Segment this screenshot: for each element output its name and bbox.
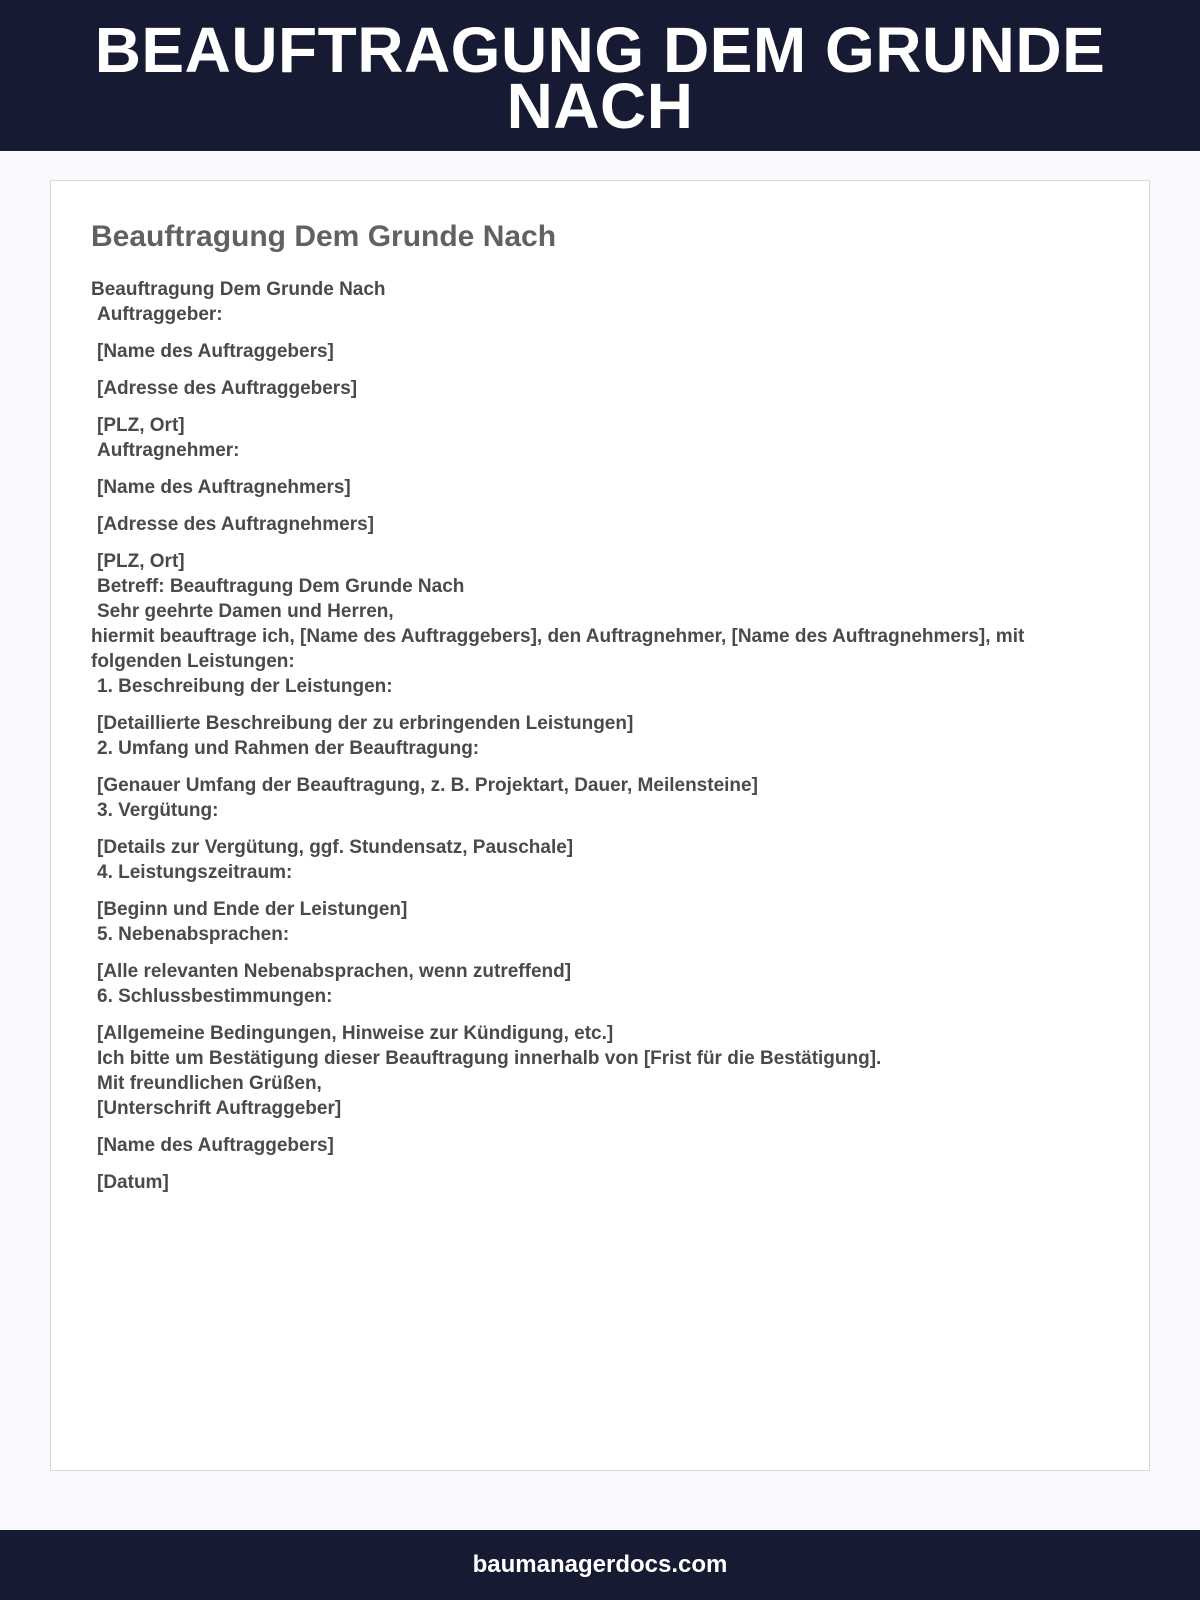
doc-line-section-2-detail: [Genauer Umfang der Beauftragung, z. B. Projektart, Dauer, Meilensteine] <box>97 775 758 796</box>
document-body <box>91 277 1109 1195</box>
doc-line-subject: Betreff: Beauftragung Dem Grunde Nach <box>97 576 465 597</box>
doc-line-section-6: 6. Schlussbestimmungen: <box>97 986 333 1007</box>
doc-line-section-2: 2. Umfang und Rahmen der Beauftragung: <box>97 738 480 759</box>
doc-line-confirmation-request: Ich bitte um Bestätigung dieser Beauftragung innerhalb von [Frist für die Bestätigung]. <box>97 1048 882 1069</box>
doc-line-signer-name: [Name des Auftraggebers] <box>97 1135 334 1156</box>
doc-line-date: [Datum] <box>97 1172 169 1193</box>
doc-line-section-4-detail: [Beginn und Ende der Leistungen] <box>97 899 408 920</box>
doc-line-section-1-detail: [Detaillierte Beschreibung der zu erbringenden Leistungen] <box>97 713 634 734</box>
page-footer <box>0 1530 1200 1600</box>
footer-site-link[interactable]: baumanagerdocs.com <box>472 1551 728 1578</box>
document-heading: Beauftragung Dem Grunde Nach <box>91 220 557 253</box>
doc-line-contractor-address: [Adresse des Auftragnehmers] <box>97 514 374 535</box>
doc-line-title: Beauftragung Dem Grunde Nach <box>91 279 386 300</box>
doc-line-contractor-label: Auftragnehmer: <box>97 440 240 461</box>
document-card <box>50 180 1150 1471</box>
doc-line-section-5: 5. Nebenabsprachen: <box>97 924 290 945</box>
doc-line-section-4: 4. Leistungszeitraum: <box>97 862 293 883</box>
doc-line-client-label: Auftraggeber: <box>97 304 223 325</box>
doc-line-contractor-city: [PLZ, Ort] <box>97 551 185 572</box>
page-title: BEAUFTRAGUNG DEM GRUNDE NACH <box>94 14 1106 142</box>
page-header <box>0 0 1200 151</box>
doc-line-section-3-detail: [Details zur Vergütung, ggf. Stundensatz, Pauschale] <box>97 837 574 858</box>
doc-line-client-name: [Name des Auftraggebers] <box>97 341 334 362</box>
doc-line-intro: hiermit beauftrage ich, [Name des Auftraggebers], den Auftragnehmer, [Name des Auftragnehmers], mit folgenden Leistungen: <box>91 626 1025 672</box>
doc-line-client-city: [PLZ, Ort] <box>97 415 185 436</box>
doc-line-closing: Mit freundlichen Grüßen, <box>97 1073 322 1094</box>
doc-line-section-1: 1. Beschreibung der Leistungen: <box>97 676 393 697</box>
doc-line-section-6-detail: [Allgemeine Bedingungen, Hinweise zur Kündigung, etc.] <box>97 1023 614 1044</box>
doc-line-contractor-name: [Name des Auftragnehmers] <box>97 477 351 498</box>
doc-line-section-3: 3. Vergütung: <box>97 800 219 821</box>
doc-line-signature: [Unterschrift Auftraggeber] <box>97 1098 342 1119</box>
doc-line-section-5-detail: [Alle relevanten Nebenabsprachen, wenn zutreffend] <box>97 961 572 982</box>
doc-line-client-address: [Adresse des Auftraggebers] <box>97 378 358 399</box>
doc-line-salutation: Sehr geehrte Damen und Herren, <box>97 601 394 622</box>
